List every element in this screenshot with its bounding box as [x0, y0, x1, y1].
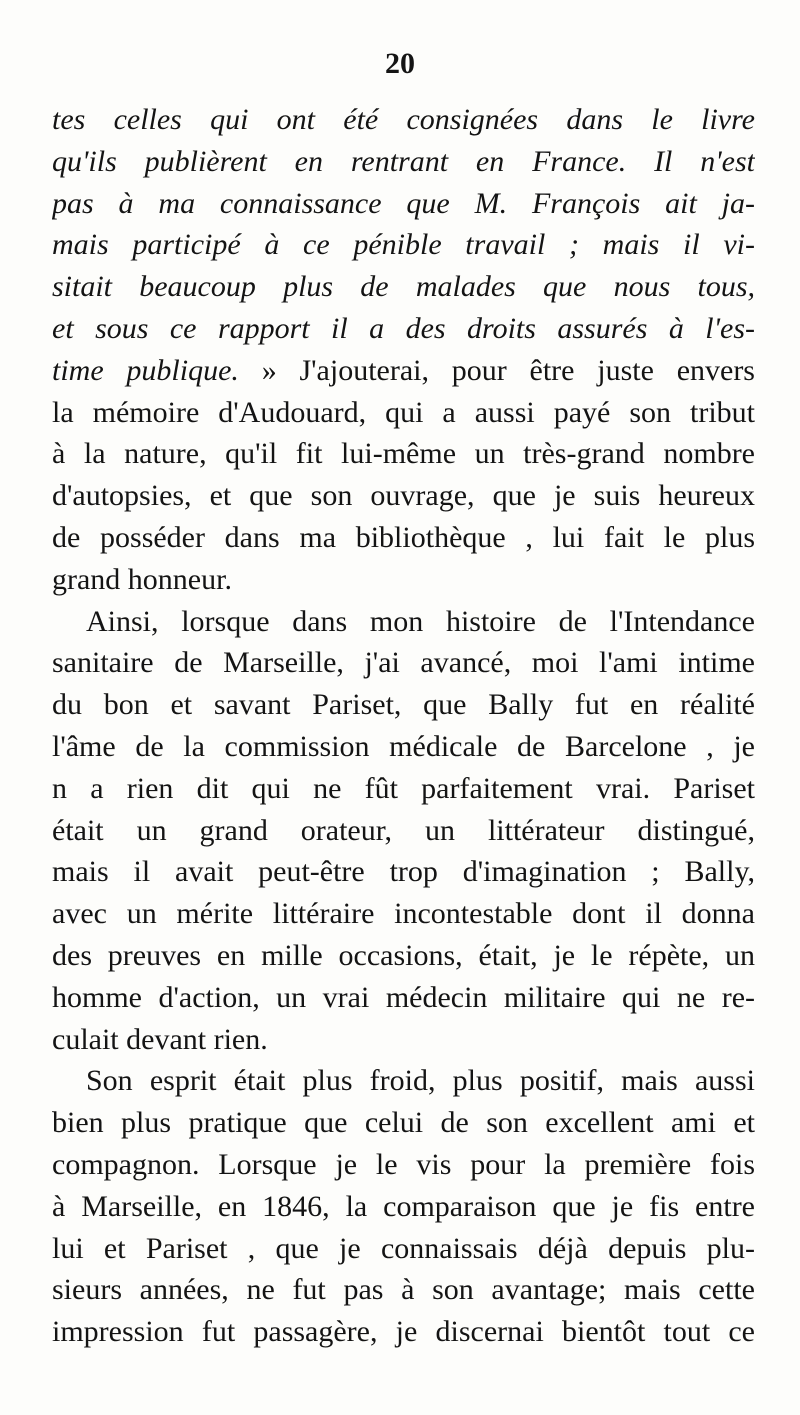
text-segment: d'autopsies, et que son ouvrage, que je suis heureux: [52, 479, 755, 513]
italic-text-segment: et sous ce rapport il a des droits assurés à l'es-: [52, 311, 755, 345]
text-segment: n a rien dit qui ne fût parfaitement vrai. Pariset: [52, 771, 755, 805]
text-line: [52, 350, 755, 392]
text-segment: » J'ajouterai, pour être juste envers: [261, 353, 755, 387]
text-segment: des preuves en mille occasions, était, je le répète, un: [52, 938, 755, 972]
text-line: [52, 392, 755, 434]
text-segment: lui et Pariset , que je connaissais déjà depuis plu-: [52, 1231, 755, 1265]
text-line: [52, 99, 755, 141]
text-line: [52, 1311, 755, 1353]
text-segment: à la nature, qu'il fit lui-même un très-grand nombre: [52, 437, 755, 471]
text-line: [52, 266, 755, 308]
text-line: [52, 1186, 755, 1228]
text-segment: était un grand orateur, un littérateur distingué,: [52, 813, 755, 847]
text-line: [52, 308, 755, 350]
text-line: [52, 1102, 755, 1144]
text-segment: bien plus pratique que celui de son excellent ami et: [52, 1106, 755, 1140]
body-text: [52, 99, 755, 1353]
text-line: [52, 893, 755, 935]
text-segment: l'âme de la commission médicale de Barcelone , je: [52, 729, 755, 763]
text-line: [52, 559, 755, 601]
text-line: [52, 851, 755, 893]
text-line: [52, 517, 755, 559]
italic-text-segment: sitait beaucoup plus de malades que nous tous,: [52, 270, 755, 304]
text-line: [52, 935, 755, 977]
page-number: 20: [385, 47, 415, 80]
text-segment: du bon et savant Pariset, que Bally fut en réalité: [52, 688, 755, 722]
text-line: [52, 977, 755, 1019]
text-line: [52, 433, 755, 475]
text-line: [52, 224, 755, 266]
italic-text-segment: pas à ma connaissance que M. François ait ja-: [52, 186, 755, 220]
text-line: [52, 183, 755, 225]
text-segment: la mémoire d'Audouard, qui a aussi payé son tribut: [52, 395, 755, 429]
text-segment: sieurs années, ne fut pas à son avantage; mais cette: [52, 1273, 755, 1307]
text-line: [52, 768, 755, 810]
text-line: [52, 1144, 755, 1186]
text-line: [52, 601, 755, 643]
text-segment: avec un mérite littéraire incontestable dont il donna: [52, 897, 755, 931]
text-segment: grand honneur.: [52, 562, 232, 596]
text-segment: Ainsi, lorsque dans mon histoire de l'Intendance: [86, 604, 755, 638]
text-segment: de posséder dans ma bibliothèque , lui fait le plus: [52, 520, 755, 554]
text-line: [52, 684, 755, 726]
text-segment: culait devant rien.: [52, 1022, 268, 1056]
text-line: [52, 141, 755, 183]
text-line: [52, 1019, 755, 1061]
text-line: [52, 1269, 755, 1311]
italic-text-segment: tes celles qui ont été consignées dans le livre: [52, 103, 755, 136]
text-segment: homme d'action, un vrai médecin militaire qui ne re-: [52, 980, 755, 1014]
text-segment: à Marseille, en 1846, la comparaison que je fis entre: [52, 1189, 755, 1223]
text-line: [52, 1228, 755, 1270]
italic-text-segment: time publique.: [52, 353, 262, 387]
text-line: [52, 642, 755, 684]
text-line: [52, 475, 755, 517]
italic-text-segment: mais participé à ce pénible travail ; mais il vi-: [52, 228, 755, 262]
text-segment: mais il avait peut-être trop d'imagination ; Bally,: [52, 855, 755, 889]
text-segment: Son esprit était plus froid, plus positif, mais aussi: [86, 1064, 755, 1098]
text-segment: sanitaire de Marseille, j'ai avancé, moi l'ami intime: [52, 646, 755, 680]
italic-text-segment: qu'ils publièrent en rentrant en France. Il n'est: [52, 144, 755, 178]
text-line: [52, 726, 755, 768]
text-line: [52, 1060, 755, 1102]
text-segment: compagnon. Lorsque je le vis pour la première fois: [52, 1147, 755, 1181]
text-segment: impression fut passagère, je discernai bientôt tout ce: [52, 1315, 755, 1349]
text-line: [52, 810, 755, 852]
